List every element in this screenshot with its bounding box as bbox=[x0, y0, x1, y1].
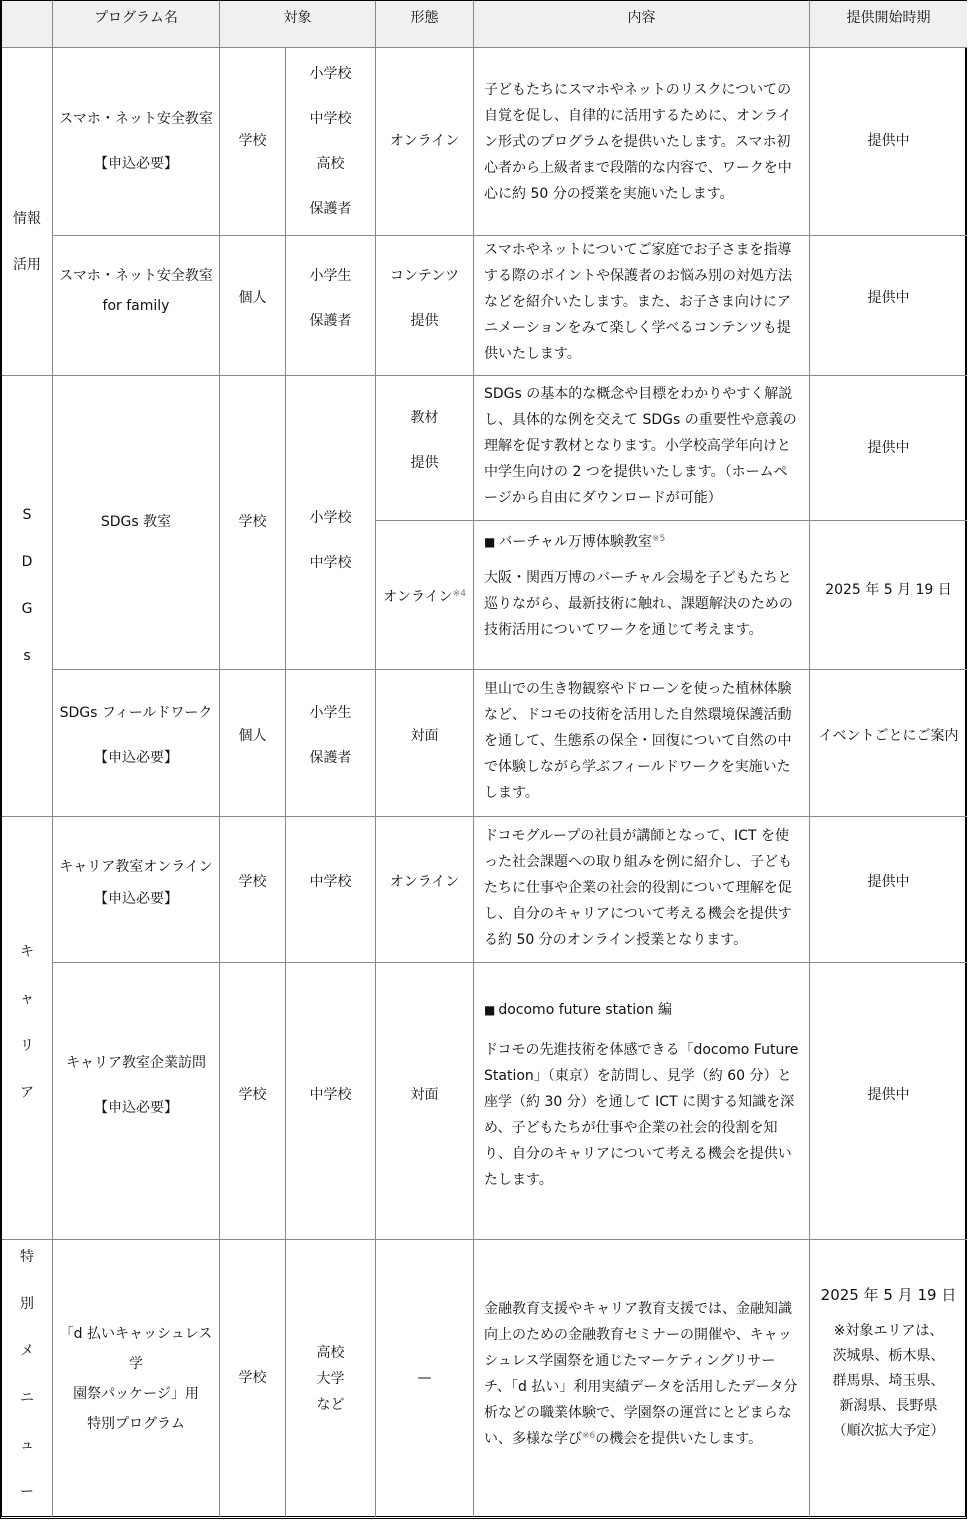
category-char: メ bbox=[20, 1343, 34, 1359]
category-char: 特 bbox=[20, 1249, 34, 1265]
target-groups-cell bbox=[286, 817, 376, 963]
footnote-marker: ※5 bbox=[651, 534, 666, 544]
target-type-cell bbox=[220, 1240, 286, 1517]
category-char: S bbox=[22, 507, 32, 523]
start-date-cell bbox=[810, 376, 967, 521]
target-group: 小学校 bbox=[309, 509, 352, 526]
format-cell bbox=[376, 1240, 474, 1517]
format-cell bbox=[376, 670, 474, 817]
category-char: s bbox=[23, 648, 31, 664]
content-text: SDGs の基本的な概念や目標をわかりやすく解説し、具体的な例を交えて SDGs の重要性や意義の理解を促す教材となります。小学校高学年向けと中学生向けの 2 つを提供いたします。（ホームページから自由にダウンロードが可能） bbox=[484, 386, 797, 506]
format: オンライン bbox=[383, 588, 453, 605]
target-type-cell bbox=[220, 48, 286, 236]
category-career bbox=[2, 817, 53, 1240]
format: 対面 bbox=[410, 1086, 439, 1103]
content-cell bbox=[474, 48, 810, 236]
content-text-part: 金融教育支援やキャリア教育支援では、金融知識向上のための金融教育セミナーの開催や、キャッシュレス学園祭を通じたマーケティングリサーチ、「d 払い」利用実績データを活用したデータ分析などの職業体験で、学園祭の運営にとどまらない、多様な学び bbox=[484, 1300, 798, 1447]
format: 対面 bbox=[410, 727, 439, 744]
application-required-tag: 【申込必要】 bbox=[94, 890, 178, 907]
header-start-date-label: 提供開始時期 bbox=[846, 10, 931, 26]
program-name: SDGs 教室 bbox=[100, 514, 172, 530]
program-name-cell bbox=[53, 1240, 220, 1517]
start-date: イベントごとにご案内 bbox=[818, 727, 959, 744]
program-name-cell bbox=[53, 670, 220, 817]
header-program-name bbox=[53, 1, 220, 48]
target-type: 学校 bbox=[238, 1370, 267, 1386]
category-char: リ bbox=[20, 1038, 34, 1054]
content-text-part: の機会を提供いたします。 bbox=[595, 1430, 763, 1447]
target-type-cell bbox=[220, 817, 286, 963]
content-cell bbox=[474, 817, 810, 963]
program-name: キャリア教室オンライン bbox=[59, 858, 213, 875]
content-text: ドコモの先進技術を体感できる「docomo Future Station」（東京）を訪問し、見学（約 60 分）と座学（約 30 分）を通して ICT に関する知識を深め、子どもたちが仕事や企業の社会的役割を知り、自分のキャリアについて考える機会を提供いたします。 bbox=[484, 1042, 799, 1188]
content-text: 子どもたちにスマホやネットのリスクについての自覚を促し、自律的に活用するために、オンライン形式のプログラムを提供いたします。スマホ初心者から上級者まで段階的な内容で、ワークを中心に約 50 分の授業を実施いたします。 bbox=[484, 81, 792, 202]
category-char: 別 bbox=[20, 1296, 34, 1312]
program-name-cell bbox=[53, 48, 220, 236]
start-date: 提供中 bbox=[867, 874, 910, 890]
category-sdgs bbox=[2, 376, 53, 817]
square-bullet-icon: ■ bbox=[484, 535, 496, 549]
header-category bbox=[2, 1, 53, 48]
start-date: 2025 年 5 月 19 日 bbox=[825, 581, 952, 598]
category-info bbox=[2, 48, 53, 376]
content-text bbox=[484, 1296, 799, 1452]
target-groups-cell bbox=[286, 1240, 376, 1517]
area-note: 新潟県、長野県 bbox=[839, 1397, 938, 1414]
target-type-cell bbox=[220, 376, 286, 670]
target-group: 大学 bbox=[316, 1370, 345, 1387]
program-name: 園祭パッケージ」用 bbox=[73, 1385, 199, 1402]
target-group: 保護者 bbox=[309, 200, 352, 217]
header-start-date bbox=[810, 1, 967, 48]
target-type-cell bbox=[220, 963, 286, 1240]
program-name-sub: for family bbox=[102, 297, 170, 314]
header-program-name-label: プログラム名 bbox=[94, 10, 178, 26]
format: オンライン bbox=[389, 874, 460, 890]
target-type: 個人 bbox=[238, 290, 267, 306]
start-date-cell bbox=[810, 1240, 967, 1517]
header-content bbox=[474, 1, 810, 48]
application-required-tag: 【申込必要】 bbox=[94, 1100, 178, 1116]
format-cell bbox=[376, 236, 474, 376]
target-type: 個人 bbox=[238, 727, 267, 744]
header-format bbox=[376, 1, 474, 48]
format: 教材 bbox=[410, 410, 439, 426]
start-date-cell bbox=[810, 963, 967, 1240]
content-heading bbox=[484, 997, 672, 1023]
target-group: 小学校 bbox=[309, 65, 352, 82]
target-type: 学校 bbox=[238, 514, 267, 530]
target-type: 学校 bbox=[238, 1086, 267, 1103]
format: コンテンツ bbox=[389, 267, 460, 284]
content-heading bbox=[484, 529, 665, 555]
area-note: 群馬県、埼玉県、 bbox=[832, 1372, 945, 1389]
target-group: 小学生 bbox=[309, 267, 352, 284]
start-date: 提供中 bbox=[867, 290, 910, 306]
area-note: （順次拡大予定） bbox=[832, 1422, 945, 1439]
area-note: 茨城県、栃木県、 bbox=[832, 1347, 945, 1364]
program-name-cell bbox=[53, 376, 220, 670]
program-name: スマホ・ネット安全教室 bbox=[59, 110, 213, 127]
start-date-cell bbox=[810, 521, 967, 670]
format: 提供 bbox=[410, 455, 439, 471]
target-group: 小学生 bbox=[309, 705, 352, 721]
program-name: 「d 払いキャッシュレス学 bbox=[59, 1325, 213, 1372]
target-group: 高校 bbox=[316, 1344, 345, 1361]
square-bullet-icon: ■ bbox=[484, 1003, 496, 1017]
target-group: 中学校 bbox=[309, 874, 352, 890]
header-content-label: 内容 bbox=[627, 10, 656, 26]
start-date: 提供中 bbox=[867, 133, 910, 149]
target-type-cell bbox=[220, 236, 286, 376]
target-groups-cell bbox=[286, 48, 376, 236]
category-char: キ bbox=[20, 944, 34, 960]
target-group: 中学校 bbox=[309, 1086, 352, 1103]
target-group: 保護者 bbox=[309, 312, 352, 329]
header-format-label: 形態 bbox=[410, 10, 439, 26]
target-group: など bbox=[316, 1396, 345, 1413]
content-cell bbox=[474, 376, 810, 521]
start-date-cell bbox=[810, 670, 967, 817]
format: 提供 bbox=[410, 312, 439, 329]
start-date: 2025 年 5 月 19 日 bbox=[820, 1285, 957, 1304]
content-cell bbox=[474, 1240, 810, 1517]
category-char: ー bbox=[20, 1484, 34, 1500]
category-char: G bbox=[21, 601, 33, 617]
content-cell bbox=[474, 963, 810, 1240]
format-cell bbox=[376, 817, 474, 963]
start-date: 提供中 bbox=[867, 439, 910, 456]
target-group: 高校 bbox=[316, 155, 345, 172]
format-cell bbox=[376, 521, 474, 670]
content-cell bbox=[474, 521, 810, 670]
start-date-cell bbox=[810, 236, 967, 376]
content-heading-text: バーチャル万博体験教室 bbox=[498, 534, 652, 550]
program-name-cell bbox=[53, 236, 220, 376]
category-char: 情報 bbox=[13, 211, 41, 227]
category-char: ャ bbox=[20, 991, 34, 1007]
application-required-tag: 【申込必要】 bbox=[94, 750, 178, 766]
program-name: スマホ・ネット安全教室 bbox=[59, 267, 213, 284]
content-text: 大阪・関西万博のバーチャル会場を子どもたちと巡りながら、最新技術に触れ、課題解決のための技術活用についてワークを通じて考えます。 bbox=[484, 570, 793, 638]
content-cell bbox=[474, 670, 810, 817]
content-cell bbox=[474, 236, 810, 376]
content-text: 里山での生き物観察やドローンを使った植林体験など、ドコモの技術を活用した自然環境保護活動を通して、生態系の保全・回復について自然の中で体験しながら学ぶフィールドワークを実施いたします。 bbox=[484, 681, 792, 801]
header-target bbox=[220, 1, 376, 48]
footnote-marker: ※4 bbox=[452, 588, 466, 599]
content-heading-text: docomo future station 編 bbox=[498, 1002, 673, 1018]
content-text: スマホやネットについてご家庭でお子さまを指導する際のポイントや保護者のお悩み別の対処方法などを紹介いたします。また、お子さま向けにアニメーションをみて楽しく学べるコンテンツも提供いたします。 bbox=[484, 241, 792, 362]
program-name: 特別プログラム bbox=[87, 1415, 185, 1432]
content-text: ドコモグループの社員が講師となって、ICT を使った社会課題への取り組みを例に紹介し、子どもたちに仕事や企業の社会的役割について理解を促し、自分のキャリアについて考える機会を提供する約 50 分のオンライン授業となります。 bbox=[484, 827, 792, 948]
target-type: 学校 bbox=[238, 133, 267, 149]
target-group: 保護者 bbox=[309, 750, 352, 766]
program-name: SDGs フィールドワーク bbox=[59, 705, 213, 721]
category-char: ア bbox=[20, 1085, 34, 1101]
format-cell bbox=[376, 963, 474, 1240]
program-name-cell bbox=[53, 963, 220, 1240]
target-group: 中学校 bbox=[309, 554, 352, 571]
footnote-marker: ※6 bbox=[582, 1430, 596, 1441]
target-group: 中学校 bbox=[309, 110, 352, 127]
header-target-label: 対象 bbox=[283, 10, 312, 26]
program-name: キャリア教室企業訪問 bbox=[66, 1055, 206, 1071]
target-type-cell bbox=[220, 670, 286, 817]
format: — bbox=[417, 1370, 432, 1386]
target-groups-cell bbox=[286, 670, 376, 817]
program-name-cell bbox=[53, 817, 220, 963]
application-required-tag: 【申込必要】 bbox=[94, 155, 178, 172]
target-type: 学校 bbox=[238, 874, 267, 890]
category-special-menu bbox=[2, 1240, 53, 1517]
start-date: 提供中 bbox=[867, 1086, 910, 1103]
category-char: D bbox=[21, 554, 33, 570]
target-groups-cell bbox=[286, 963, 376, 1240]
start-date-cell bbox=[810, 817, 967, 963]
format: オンライン bbox=[389, 133, 460, 149]
start-date-cell bbox=[810, 48, 967, 236]
target-groups-cell bbox=[286, 376, 376, 670]
category-char: ニ bbox=[20, 1390, 34, 1406]
category-char: 活用 bbox=[13, 257, 41, 273]
target-groups-cell bbox=[286, 236, 376, 376]
format-cell bbox=[376, 376, 474, 521]
format-cell bbox=[376, 48, 474, 236]
category-char: ュ bbox=[20, 1437, 34, 1453]
area-note: ※対象エリアは、 bbox=[833, 1322, 944, 1339]
